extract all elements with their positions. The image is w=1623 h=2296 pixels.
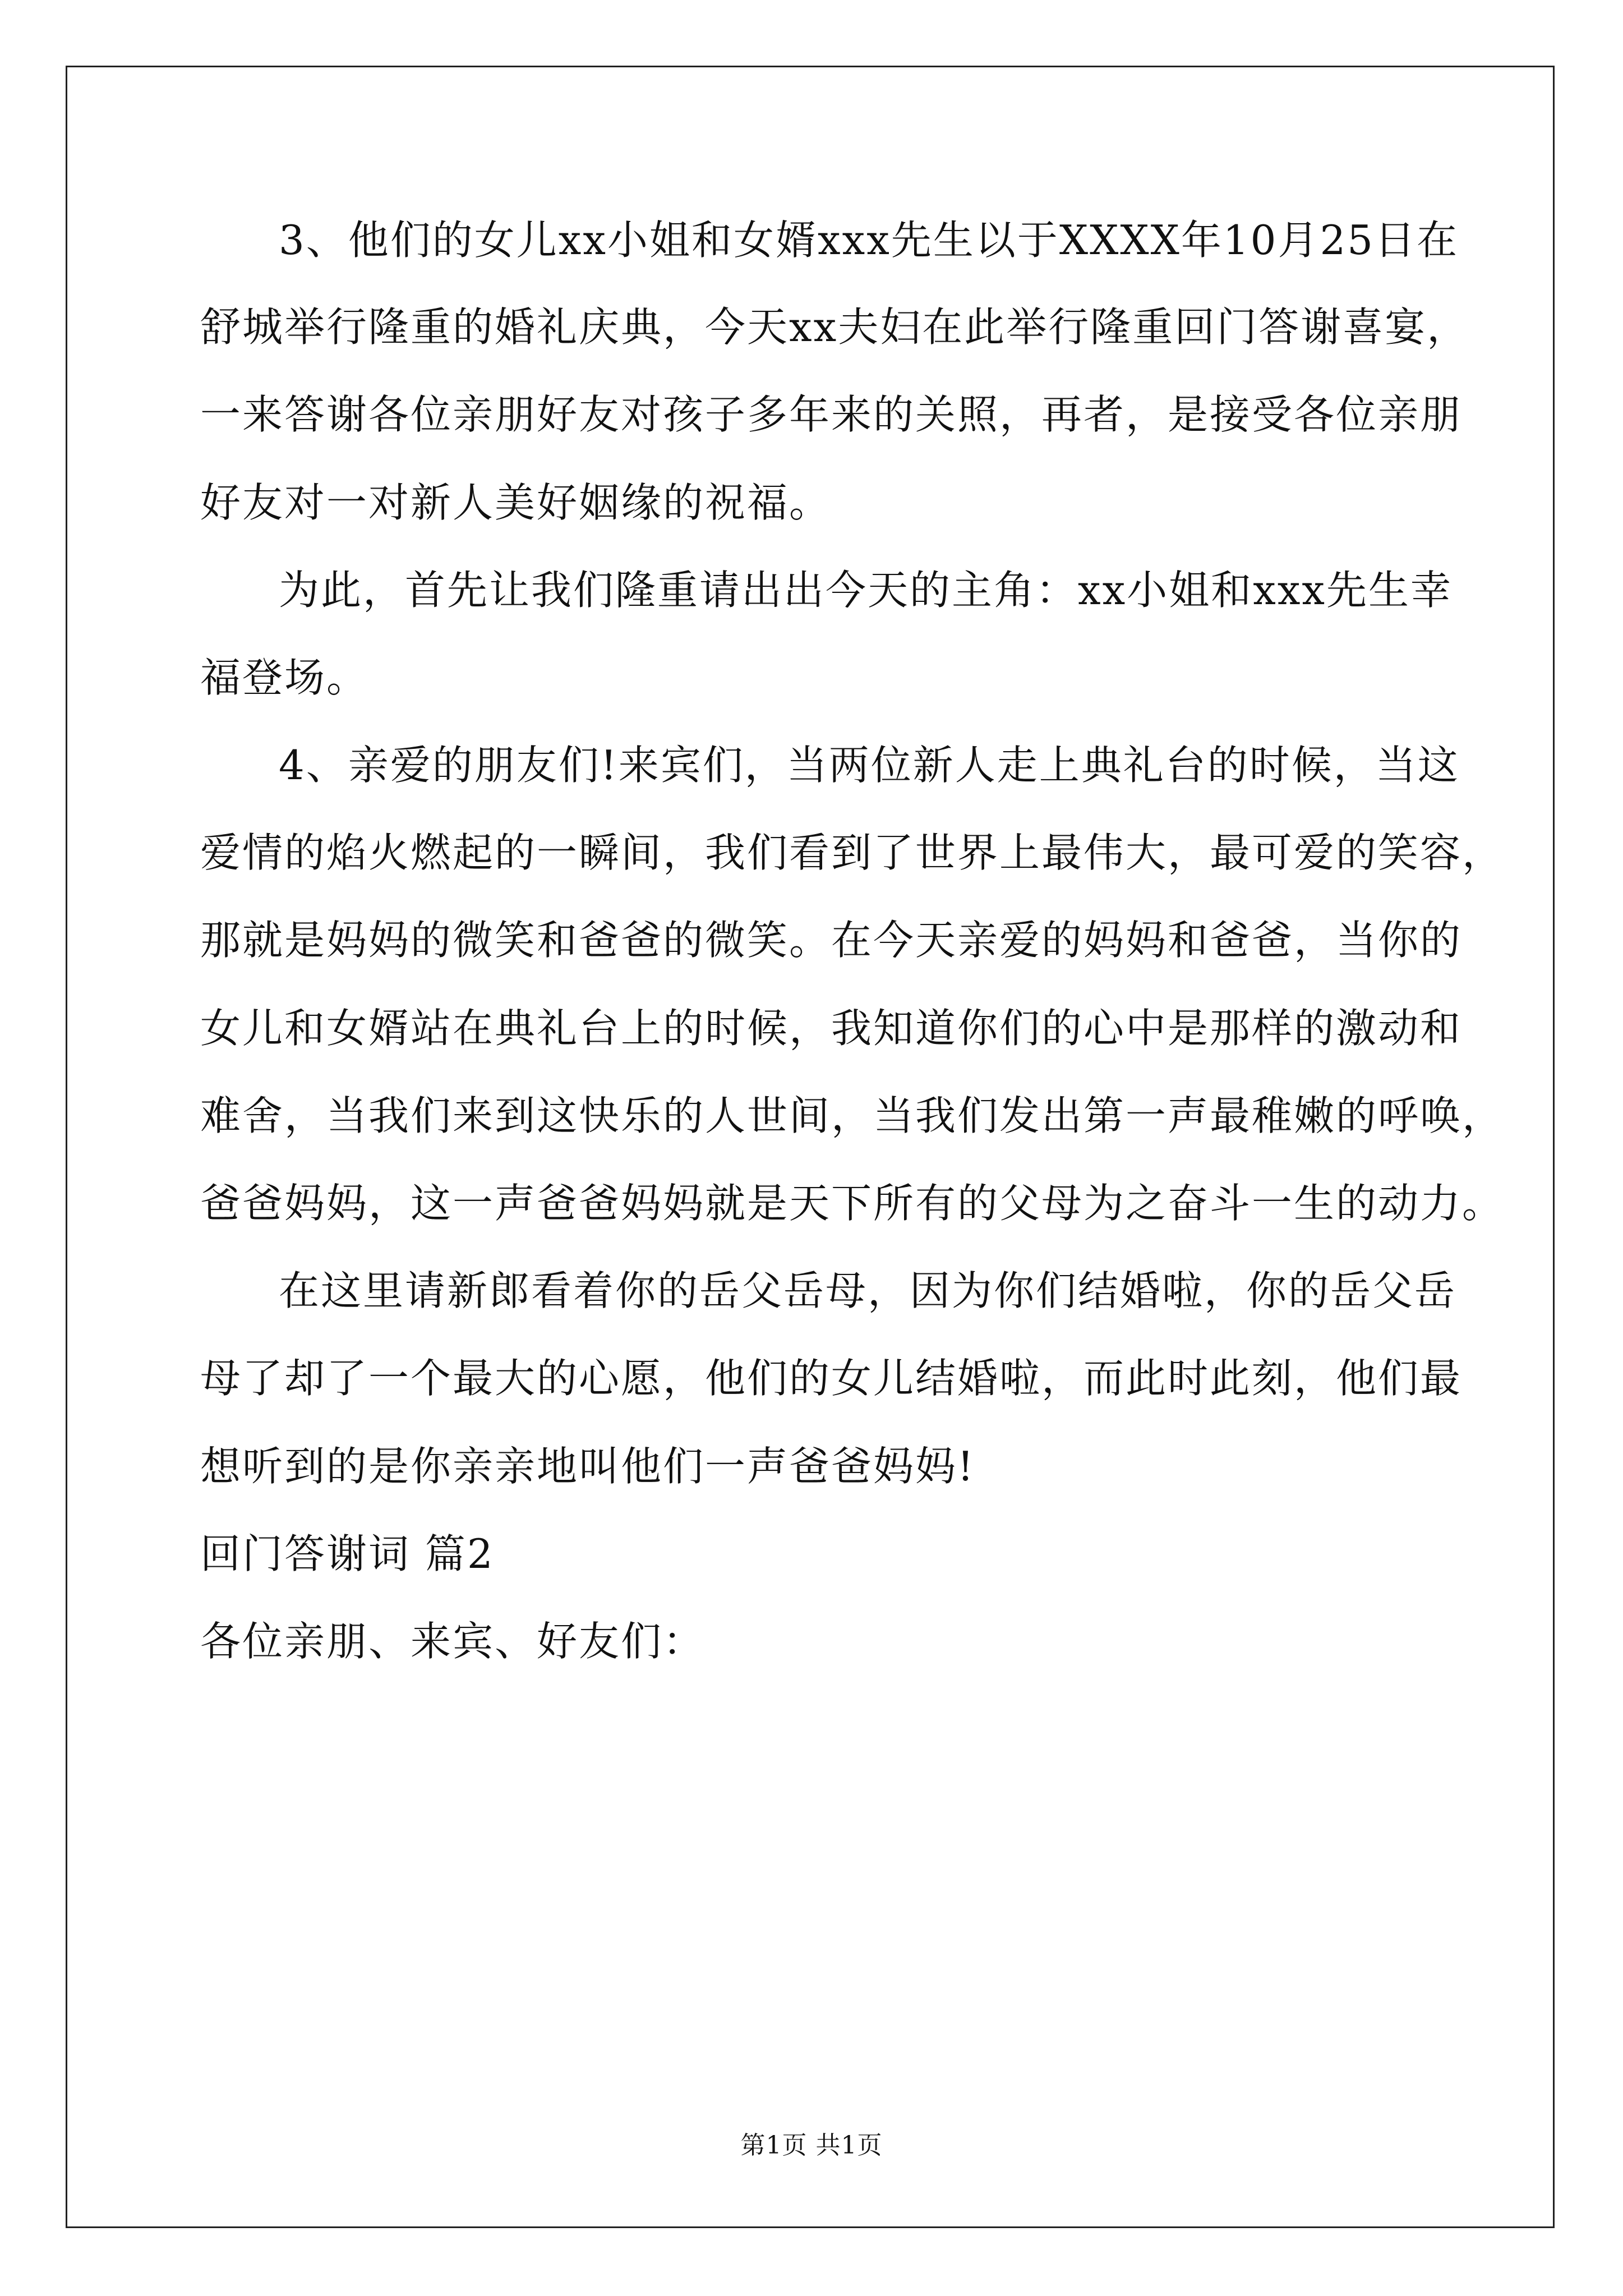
paragraph-line-2: 舒城举行隆重的婚礼庆典，今天xx夫妇在此举行隆重回门答谢喜宴， <box>200 303 1469 351</box>
paragraph-line-8: 爱情的焰火燃起的一瞬间，我们看到了世界上最伟大，最可爱的笑容， <box>200 829 1505 876</box>
paragraph-line-4: 好友对一对新人美好姻缘的祝福。 <box>200 479 832 526</box>
paragraph-line-1: 3、他们的女儿xx小姐和女婿xxx先生以于XXXX年10月25日在 <box>279 217 1459 264</box>
paragraph-line-14: 母了却了一个最大的心愿，他们的女儿结婚啦，而此时此刻，他们最 <box>200 1355 1463 1402</box>
paragraph-line-9: 那就是妈妈的微笑和爸爸的微笑。在今天亲爱的妈妈和爸爸，当你的 <box>200 917 1463 964</box>
paragraph-line-3: 一来答谢各位亲朋好友对孩子多年来的关照，再者，是接受各位亲朋 <box>200 391 1463 438</box>
paragraph-line-13: 在这里请新郎看着你的岳父岳母，因为你们结婚啦，你的岳父岳 <box>279 1267 1457 1314</box>
paragraph-line-5: 为此，首先让我们隆重请出出今天的主角：xx小姐和xxx先生幸 <box>279 567 1453 614</box>
paragraph-line-11: 难舍，当我们来到这快乐的人世间，当我们发出第一声最稚嫩的呼唤， <box>200 1092 1505 1139</box>
paragraph-line-12: 爸爸妈妈，这一声爸爸妈妈就是天下所有的父母为之奋斗一生的动力。 <box>200 1180 1505 1227</box>
salutation-line: 各位亲朋、来宾、好友们： <box>200 1618 706 1665</box>
section-heading: 回门答谢词 篇2 <box>200 1530 495 1577</box>
paragraph-line-7: 4、亲爱的朋友们!来宾们，当两位新人走上典礼台的时候，当这 <box>279 742 1460 789</box>
paragraph-line-6: 福登场。 <box>200 654 369 701</box>
paragraph-line-15: 想听到的是你亲亲地叫他们一声爸爸妈妈! <box>200 1443 975 1490</box>
paragraph-line-10: 女儿和女婿站在典礼台上的时候，我知道你们的心中是那样的激动和 <box>200 1005 1463 1052</box>
page-footer: 第1页 共1页 <box>740 2131 883 2160</box>
